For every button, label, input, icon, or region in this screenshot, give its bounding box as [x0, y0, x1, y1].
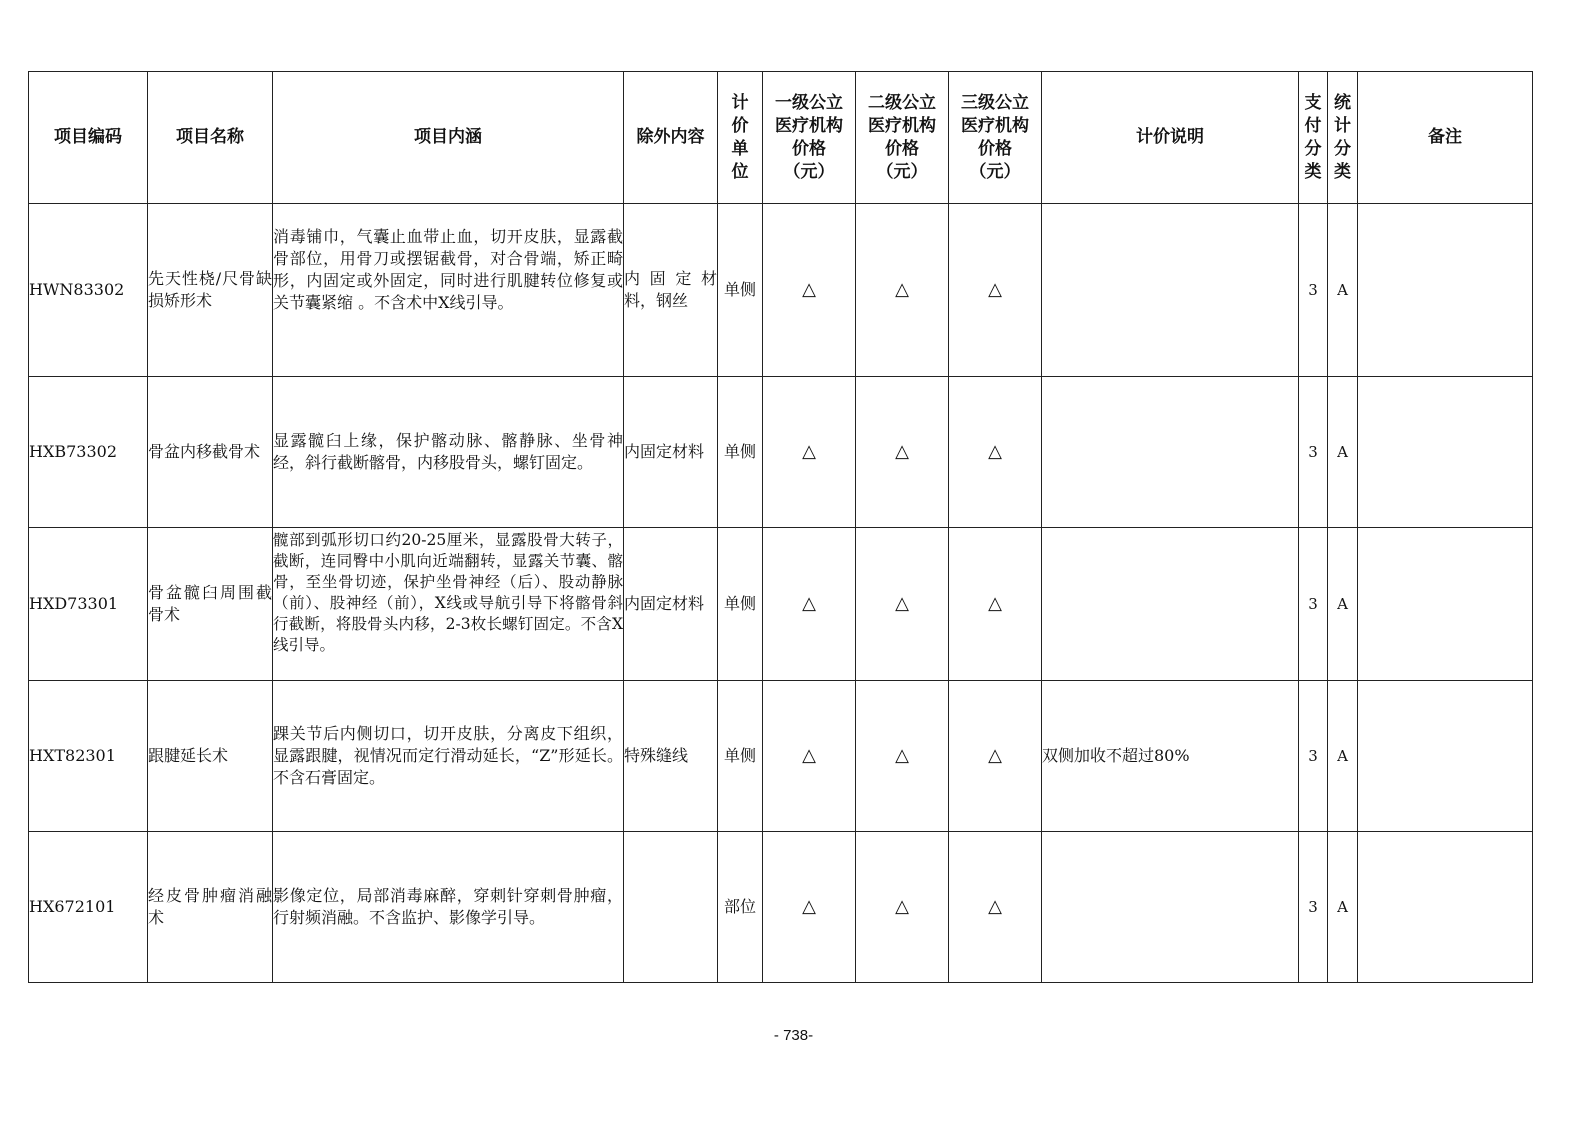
cell-name: 经皮骨肿瘤消融术	[148, 832, 273, 983]
cell-payment-class: 3	[1299, 204, 1328, 377]
header-exclusions: 除外内容	[624, 72, 718, 204]
cell-stat-class: A	[1328, 204, 1358, 377]
cell-unit: 单侧	[718, 377, 763, 528]
header-price-level1: 一级公立医疗机构价格（元）	[763, 72, 856, 204]
table-row	[29, 377, 1533, 528]
price-table	[28, 71, 1533, 983]
table-row	[29, 204, 1533, 377]
cell-remarks	[1358, 681, 1533, 832]
cell-price-level1: △	[763, 681, 856, 832]
cell-remarks	[1358, 204, 1533, 377]
cell-exclusions: 内固定材料	[624, 528, 718, 681]
cell-pricing-note	[1042, 832, 1299, 983]
cell-exclusions: 特殊缝线	[624, 681, 718, 832]
header-code: 项目编码	[29, 72, 148, 204]
cell-content: 显露髋臼上缘，保护髂动脉、髂静脉、坐骨神经，斜行截断髂骨，内移股骨头，螺钉固定。	[273, 377, 624, 528]
cell-stat-class: A	[1328, 832, 1358, 983]
cell-payment-class: 3	[1299, 832, 1328, 983]
cell-price-level3: △	[949, 681, 1042, 832]
cell-price-level2: △	[856, 204, 949, 377]
cell-price-level3: △	[949, 832, 1042, 983]
cell-name: 骨盆髋臼周围截骨术	[148, 528, 273, 681]
cell-payment-class: 3	[1299, 377, 1328, 528]
cell-price-level1: △	[763, 377, 856, 528]
cell-payment-class: 3	[1299, 528, 1328, 681]
cell-pricing-note	[1042, 204, 1299, 377]
cell-content: 影像定位，局部消毒麻醉，穿刺针穿刺骨肿瘤，行射频消融。不含监护、影像学引导。	[273, 832, 624, 983]
cell-content: 踝关节后内侧切口，切开皮肤，分离皮下组织，显露跟腱，视情况而定行滑动延长，“Z”形延长。不含石膏固定。	[273, 681, 624, 832]
cell-remarks	[1358, 528, 1533, 681]
header-pricing-note: 计价说明	[1042, 72, 1299, 204]
cell-name: 跟腱延长术	[148, 681, 273, 832]
cell-price-level3: △	[949, 377, 1042, 528]
cell-code: HXB73302	[29, 377, 148, 528]
cell-remarks	[1358, 377, 1533, 528]
cell-unit: 单侧	[718, 681, 763, 832]
cell-unit: 部位	[718, 832, 763, 983]
cell-code: HX672101	[29, 832, 148, 983]
cell-pricing-note	[1042, 528, 1299, 681]
page-number: - 738-	[773, 1027, 814, 1044]
header-payment-class: 支付分类	[1299, 72, 1328, 204]
cell-price-level3: △	[949, 204, 1042, 377]
cell-price-level2: △	[856, 832, 949, 983]
cell-price-level3: △	[949, 528, 1042, 681]
header-price-level2: 二级公立医疗机构价格（元）	[856, 72, 949, 204]
cell-code: HXD73301	[29, 528, 148, 681]
header-row	[29, 72, 1533, 204]
cell-price-level2: △	[856, 681, 949, 832]
cell-stat-class: A	[1328, 528, 1358, 681]
header-price-level3: 三级公立医疗机构价格（元）	[949, 72, 1042, 204]
cell-pricing-note: 双侧加收不超过80%	[1042, 681, 1299, 832]
header-content: 项目内涵	[273, 72, 624, 204]
cell-content: 消毒铺巾，气囊止血带止血，切开皮肤，显露截骨部位，用骨刀或摆锯截骨，对合骨端，矫正畸形，内固定或外固定，同时进行肌腱转位修复或关节囊紧缩 。不含术中X线引导。	[273, 204, 624, 377]
cell-exclusions	[624, 832, 718, 983]
cell-price-level2: △	[856, 377, 949, 528]
table-row	[29, 832, 1533, 983]
header-stat-class: 统计分类	[1328, 72, 1358, 204]
table-row	[29, 528, 1533, 681]
cell-price-level1: △	[763, 528, 856, 681]
cell-unit: 单侧	[718, 528, 763, 681]
cell-code: HWN83302	[29, 204, 148, 377]
header-unit: 计价单位	[718, 72, 763, 204]
cell-code: HXT82301	[29, 681, 148, 832]
cell-payment-class: 3	[1299, 681, 1328, 832]
cell-stat-class: A	[1328, 377, 1358, 528]
cell-remarks	[1358, 832, 1533, 983]
table-row	[29, 681, 1533, 832]
cell-stat-class: A	[1328, 681, 1358, 832]
cell-price-level1: △	[763, 204, 856, 377]
cell-content: 髋部到弧形切口约20-25厘米，显露股骨大转子，截断，连同臀中小肌向近端翻转，显露关节囊、髂骨，至坐骨切迹，保护坐骨神经（后）、股动静脉（前）、股神经（前），X线或导航引导下将髂骨斜行截断，将股骨头内移，2-3枚长螺钉固定。不含X线引导。	[273, 528, 624, 681]
header-name: 项目名称	[148, 72, 273, 204]
cell-name: 骨盆内移截骨术	[148, 377, 273, 528]
cell-pricing-note	[1042, 377, 1299, 528]
cell-exclusions: 内固定材料	[624, 377, 718, 528]
cell-price-level1: △	[763, 832, 856, 983]
cell-name: 先天性桡/尺骨缺损矫形术	[148, 204, 273, 377]
cell-unit: 单侧	[718, 204, 763, 377]
cell-price-level2: △	[856, 528, 949, 681]
cell-exclusions: 内固定材料，钢丝	[624, 204, 718, 377]
header-remarks: 备注	[1358, 72, 1533, 204]
